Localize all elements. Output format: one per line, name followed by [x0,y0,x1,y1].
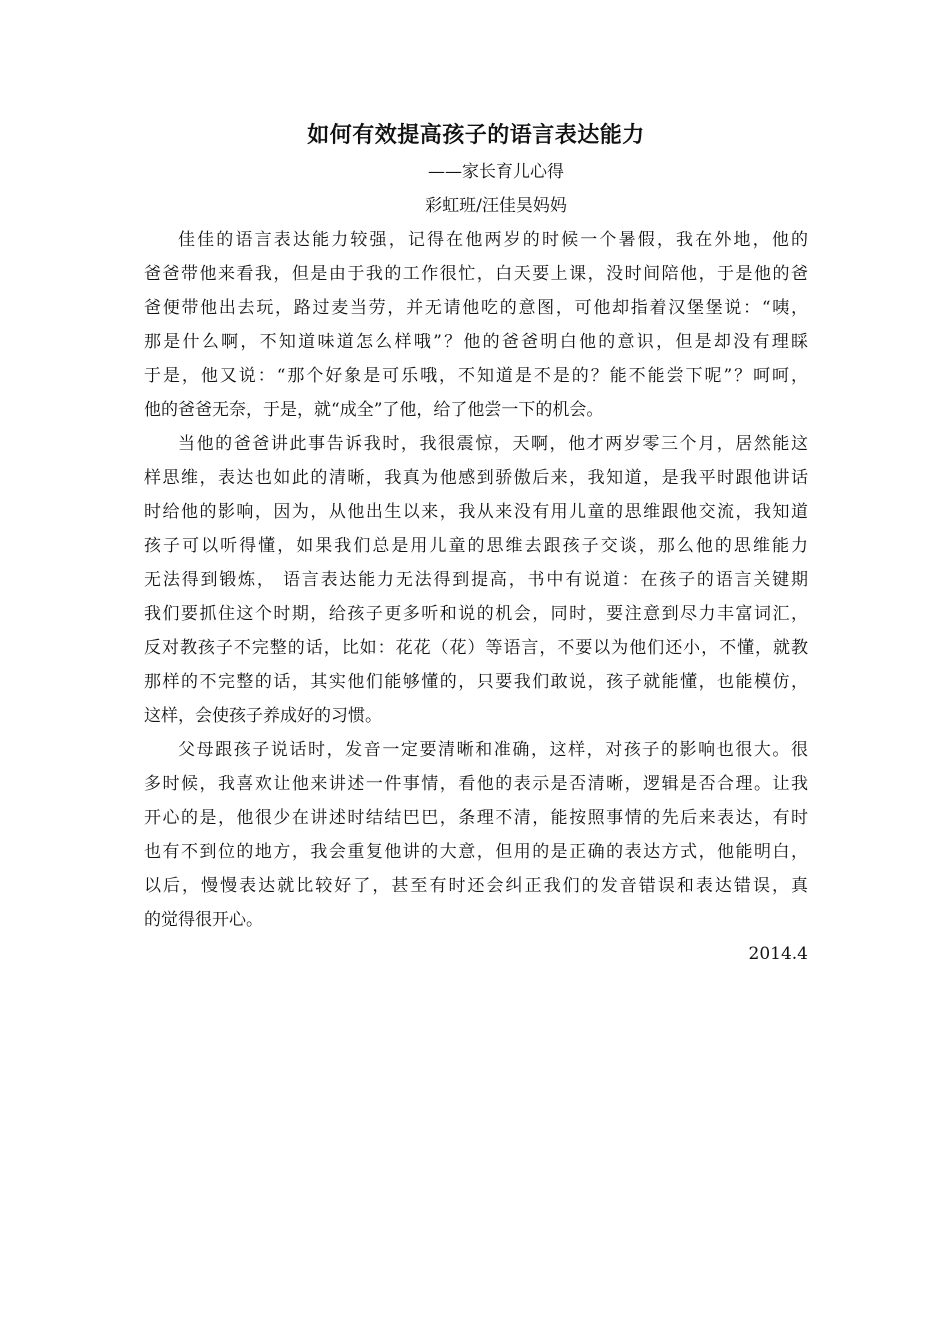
paragraph-line: 于是，他又说：“那个好象是可乐哦，不知道是不是的？能不能尝下呢”？呵呵， [144,366,808,386]
paragraph-line: 孩子可以听得懂，如果我们总是用儿童的思维去跟孩子交谈，那么他的思维能力 [144,536,808,556]
paragraph-line: 那是什么啊，不知道味道怎么样哦”？他的爸爸明白他的意识，但是却没有理睬 [144,332,808,352]
paragraph-line: 爸爸带他来看我，但是由于我的工作很忙，白天要上课，没时间陪他，于是他的爸 [144,264,808,284]
paragraph-line: 的觉得很开心。 [144,910,263,930]
paragraph-2 [144,427,808,733]
paragraph-line: 时给他的影响，因为，从他出生以来，我从来没有用儿童的思维跟他交流，我知道 [144,502,808,522]
paragraph-line: 反对教孩子不完整的话，比如：花花（花）等语言，不要以为他们还小，不懂，就教 [144,638,808,658]
paragraph-line: 爸便带他出去玩，路过麦当劳，并无请他吃的意图，可他却指着汉堡堡说：“咦， [144,298,808,318]
paragraph-line: 开心的是，他很少在讲述时结结巴巴，条理不清，能按照事情的先后来表达，有时 [144,808,808,828]
document-subtitle: ——家长育儿心得 [428,162,564,182]
paragraph-3 [144,733,808,937]
document-date: 2014.4 [748,944,808,964]
paragraph-line: 佳佳的语言表达能力较强，记得在他两岁的时候一个暑假，我在外地，他的 [178,230,808,250]
document-content [144,115,808,971]
paragraph-line: 多时候，我喜欢让他来讲述一件事情，看他的表示是否清晰，逻辑是否合理。让我 [144,774,808,794]
paragraph-line: 那样的不完整的话，其实他们能够懂的，只要我们敢说，孩子就能懂，也能模仿， [144,672,808,692]
paragraph-1 [144,223,808,427]
document-title: 如何有效提高孩子的语言表达能力 [307,122,645,148]
paragraph-line: 样思维，表达也如此的清晰，我真为他感到骄傲后来，我知道，是我平时跟他讲话 [144,468,808,488]
paragraph-line: 他的爸爸无奈，于是，就“成全”了他，给了他尝一下的机会。 [144,400,604,420]
document-author: 彩虹班/汪佳昊妈妈 [425,196,567,216]
paragraph-line: 无法得到锻炼， 语言表达能力无法得到提高，书中有说道：在孩子的语言关键期 [144,570,808,590]
paragraph-line: 我们要抓住这个时期，给孩子更多听和说的机会，同时，要注意到尽力丰富词汇， [144,604,808,624]
paragraph-line: 父母跟孩子说话时，发音一定要清晰和准确，这样，对孩子的影响也很大。很 [178,740,808,760]
paragraph-line: 以后，慢慢表达就比较好了，甚至有时还会纠正我们的发音错误和表达错误，真 [144,876,808,896]
paragraph-line: 当他的爸爸讲此事告诉我时，我很震惊，天啊，他才两岁零三个月，居然能这 [178,434,808,454]
paragraph-line: 也有不到位的地方，我会重复他讲的大意，但用的是正确的表达方式，他能明白， [144,842,808,862]
paragraph-line: 这样，会使孩子养成好的习惯。 [144,706,382,726]
